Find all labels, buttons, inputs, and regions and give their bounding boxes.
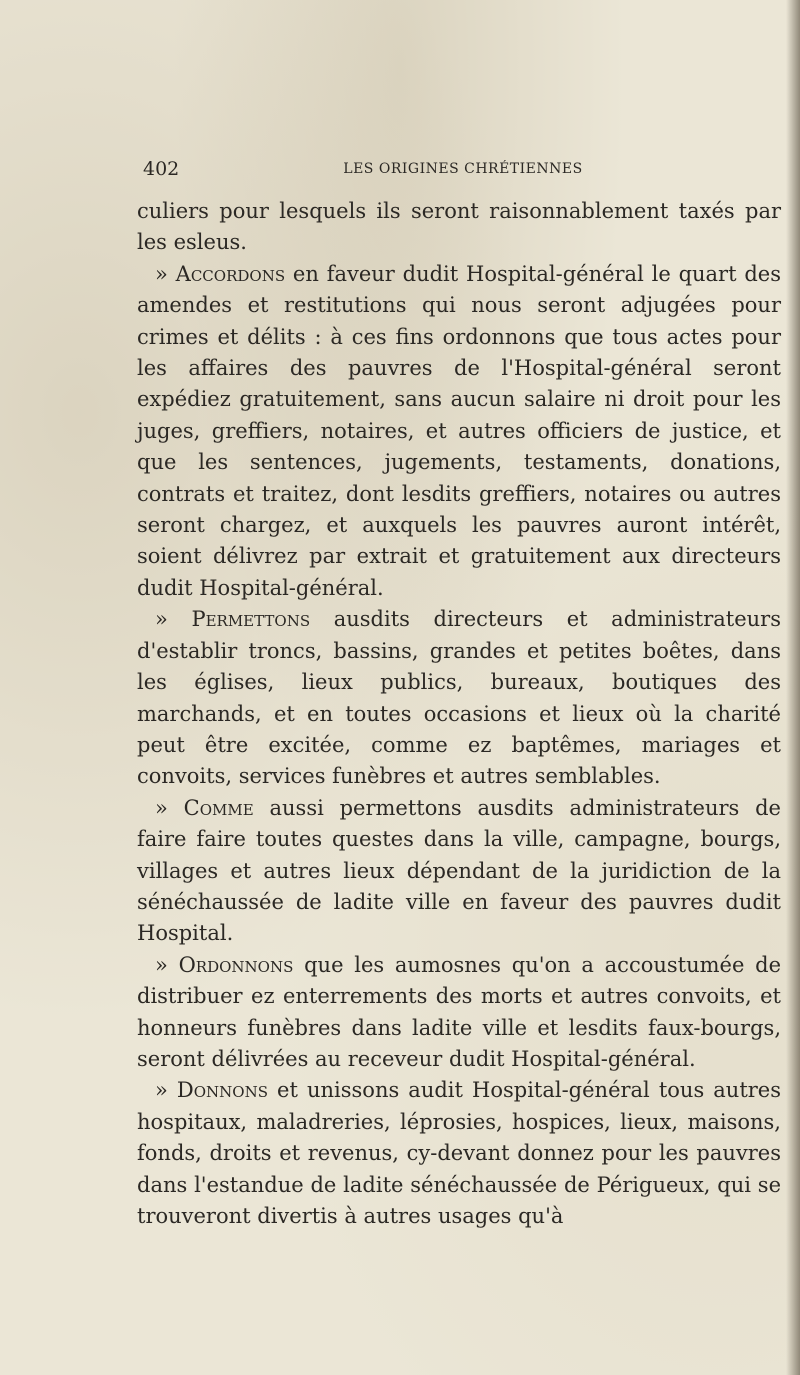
paragraph-lead: » Ordonnons — [155, 952, 294, 977]
running-title: LES ORIGINES CHRÉTIENNES — [343, 161, 583, 177]
body-text — [137, 196, 781, 1232]
paragraph: » Ordonnons que les aumosnes qu'on a accoustumée de distribuer ez enterrements des morts et autres convoits, et honneurs funèbres dans ladite ville et lesdits faux-bourgs, seront délivrées au receveur dudit Hospital-général. — [137, 952, 781, 1071]
page-edge-shadow — [786, 0, 800, 1375]
paragraph: culiers pour lesquels ils seront raisonnablement taxés par les esleus. — [137, 199, 781, 255]
paragraph-lead: » Donnons — [155, 1078, 268, 1103]
paragraph-lead: » Comme — [155, 795, 254, 820]
paragraph: » Accordons en faveur dudit Hospital-général le quart des amendes et restitutions qui nous seront adjugées pour crimes et délits : à ces fins ordonnons que tous actes pour les affaires des pauvres de l'Hospital-général seront expédiez gratuitement, sans aucun salaire ni droit pour les juges, greffiers, notaires, et autres officiers de justice, et que les sentences, jugements, testaments, donations, contrats et traitez, dont lesdits greffiers, notaires ou autres seront chargez, et auxquels les pauvres auront intérêt, soient délivrez par extrait et gratuitement aux directeurs dudit Hospital-général. — [137, 261, 781, 600]
paragraph: » Comme aussi permettons ausdits administrateurs de faire faire toutes questes dans la ville, campagne, bourgs, villages et autres lieux dépendant de la juridiction de la sénéchaussée de ladite ville en faveur des pauvres dudit Hospital. — [137, 795, 781, 946]
paragraph: » Permettons ausdits directeurs et administrateurs d'establir troncs, bassins, grandes et petites boêtes, dans les églises, lieux publics, bureaux, boutiques des marchands, et en toutes occasions et lieux où la charité peut être excitée, comme ez baptêmes, mariages et convoits, services funèbres et autres semblables. — [137, 607, 781, 789]
paragraph-lead: » Accordons — [155, 261, 286, 286]
paragraph-lead: » Permettons — [155, 607, 311, 632]
page-number: 402 — [143, 158, 180, 180]
paragraph: » Donnons et unissons audit Hospital-général tous autres hospitaux, maladreries, léprosies, hospices, lieux, maisons, fonds, droits et revenus, cy-devant donnez pour les pauvres dans l'estandue de ladite sénéchaussée de Périgueux, qui se trouveront divertis à autres usages qu'à — [137, 1078, 782, 1228]
page-header — [143, 158, 755, 182]
